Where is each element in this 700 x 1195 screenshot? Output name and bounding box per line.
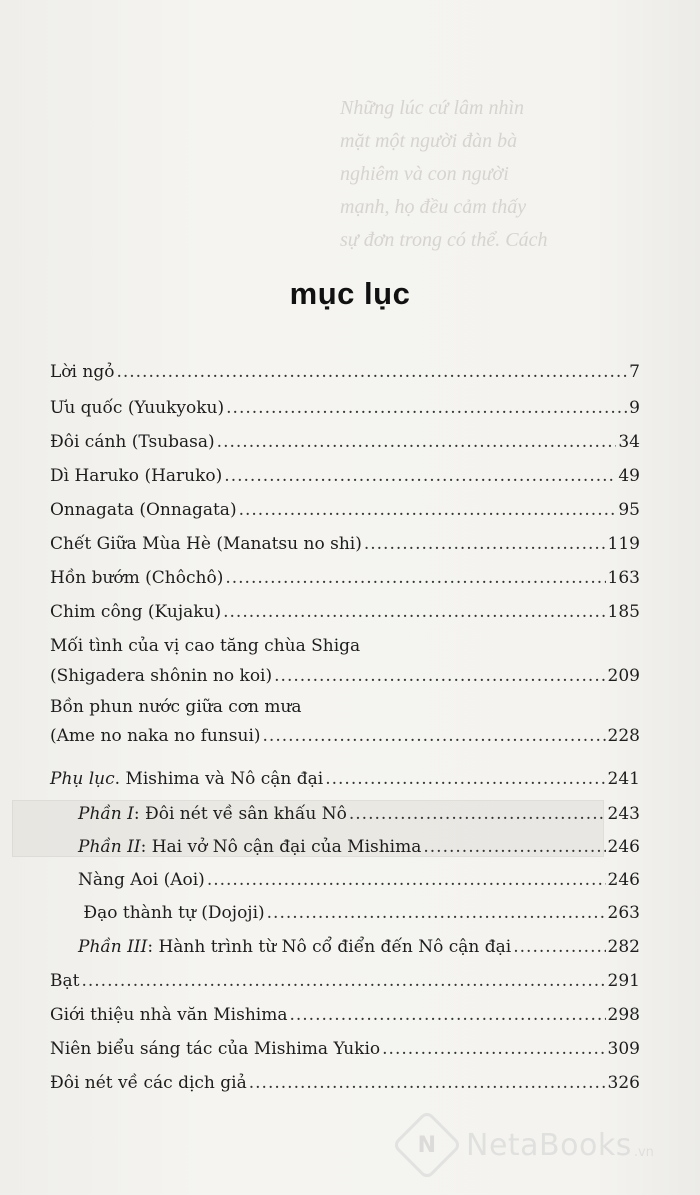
bleed-through-text: sự đơn trong có thể. Cách bbox=[340, 229, 548, 251]
toc-entry-page: 298 bbox=[607, 1005, 640, 1025]
toc-entry-page: 185 bbox=[607, 602, 640, 622]
toc-entry-title: Hồn bướm (Chôchô) bbox=[50, 568, 224, 588]
toc-entry[interactable] bbox=[50, 1005, 640, 1025]
toc-entry-page: 9 bbox=[629, 398, 640, 418]
bleed-through-text: nghiêm và con người bbox=[340, 163, 509, 185]
toc-entry-title: Ưu quốc (Yuukyoku) bbox=[50, 398, 225, 418]
toc-entry-title: Dì Haruko (Haruko) bbox=[50, 466, 223, 486]
toc-entry-page: 163 bbox=[607, 568, 640, 588]
toc-subentry[interactable] bbox=[78, 837, 640, 857]
toc-entry-title: : Hai vở Nô cận đại của Mishima bbox=[140, 837, 422, 857]
toc-entry[interactable] bbox=[50, 568, 640, 588]
toc-entry[interactable] bbox=[50, 726, 640, 746]
toc-entry-page: 49 bbox=[618, 466, 640, 486]
part-prefix: Phần II bbox=[78, 837, 141, 857]
toc-entry[interactable] bbox=[50, 666, 640, 686]
toc-entry-title: Niên biểu sáng tác của Mishima Yukio bbox=[50, 1039, 381, 1059]
netabooks-watermark bbox=[402, 1120, 654, 1170]
toc-entry-page: 228 bbox=[607, 726, 640, 746]
toc-entry-title: Đôi cánh (Tsubasa) bbox=[50, 432, 215, 452]
watermark-brand: NetaBooks bbox=[466, 1127, 632, 1163]
toc-entry[interactable] bbox=[50, 534, 640, 554]
toc-entry-title: Nàng Aoi (Aoi) bbox=[78, 870, 205, 890]
toc-entry[interactable] bbox=[50, 362, 640, 382]
watermark-suffix: .vn bbox=[633, 1144, 654, 1160]
toc-entry-title: . Mishima và Nô cận đại bbox=[114, 769, 324, 789]
toc-entry-page: 241 bbox=[607, 769, 640, 789]
toc-entry[interactable] bbox=[50, 398, 640, 418]
toc-entry-page: 95 bbox=[618, 500, 640, 520]
toc-entry-page: 246 bbox=[607, 837, 640, 857]
toc-entry-title: (Ame no naka no funsui) bbox=[50, 726, 261, 746]
toc-entry-page: 309 bbox=[607, 1039, 640, 1059]
appendix-prefix: Phụ lục bbox=[50, 769, 115, 789]
toc-entry-title-line1[interactable]: Mối tình của vị cao tăng chùa Shiga bbox=[50, 636, 361, 656]
toc-entry[interactable] bbox=[50, 971, 640, 991]
toc-entry-title: Đôi nét về các dịch giả bbox=[50, 1073, 247, 1093]
toc-entry-page: 326 bbox=[607, 1073, 640, 1093]
toc-entry-page: 263 bbox=[607, 903, 640, 923]
toc-subentry[interactable] bbox=[78, 870, 640, 890]
toc-entry-page: 34 bbox=[618, 432, 640, 452]
toc-entry-title: Bạt bbox=[50, 971, 80, 991]
toc-entry-page: 209 bbox=[607, 666, 640, 686]
toc-subentry[interactable] bbox=[78, 804, 640, 824]
toc-entry-page: 246 bbox=[607, 870, 640, 890]
toc-entry[interactable] bbox=[50, 1039, 640, 1059]
bleed-through-text: mạnh, họ đều cảm thấy bbox=[340, 196, 527, 218]
part-prefix: Phần III bbox=[78, 937, 148, 957]
toc-entry-title: : Hành trình từ Nô cổ điển đến Nô cận đại bbox=[147, 937, 512, 957]
netabooks-logo-icon: N bbox=[392, 1110, 463, 1181]
toc-entry-title: (Shigadera shônin no koi) bbox=[50, 666, 273, 686]
toc-subentry[interactable] bbox=[78, 903, 640, 923]
toc-entry-page: 291 bbox=[607, 971, 640, 991]
toc-entry[interactable] bbox=[50, 602, 640, 622]
toc-entry-title-line1[interactable]: Bồn phun nước giữa cơn mưa bbox=[50, 697, 302, 717]
toc-entry[interactable] bbox=[50, 432, 640, 452]
bleed-through-text: Những lúc cứ lâm nhìn bbox=[340, 97, 525, 119]
toc-entry-title: Onnagata (Onnagata) bbox=[50, 500, 237, 520]
toc-entry-title: Chết Giữa Mùa Hè (Manatsu no shi) bbox=[50, 534, 362, 554]
toc-entry-title: Lời ngỏ bbox=[50, 362, 115, 382]
toc-entry-title: Chim công (Kujaku) bbox=[50, 602, 222, 622]
bleed-through-text: mặt một người đàn bà bbox=[340, 130, 518, 152]
toc-entry-appendix[interactable] bbox=[50, 769, 640, 789]
toc-entry[interactable] bbox=[50, 500, 640, 520]
toc-entry[interactable] bbox=[50, 1073, 640, 1093]
toc-entry-page: 243 bbox=[607, 804, 640, 824]
part-prefix: Phần I bbox=[78, 804, 134, 824]
toc-entry-page: 282 bbox=[607, 937, 640, 957]
toc-entry-page: 119 bbox=[607, 534, 640, 554]
toc-entry-title: : Đôi nét về sân khấu Nô bbox=[133, 804, 347, 824]
toc-entry-title: Giới thiệu nhà văn Mishima bbox=[50, 1005, 288, 1025]
toc-subentry[interactable] bbox=[78, 937, 640, 957]
page-title: mục lục bbox=[289, 276, 411, 311]
toc-entry[interactable] bbox=[50, 466, 640, 486]
toc-entry-title: Đạo thành tự (Dojoji) bbox=[78, 903, 265, 923]
toc-entry-page: 7 bbox=[629, 362, 640, 382]
